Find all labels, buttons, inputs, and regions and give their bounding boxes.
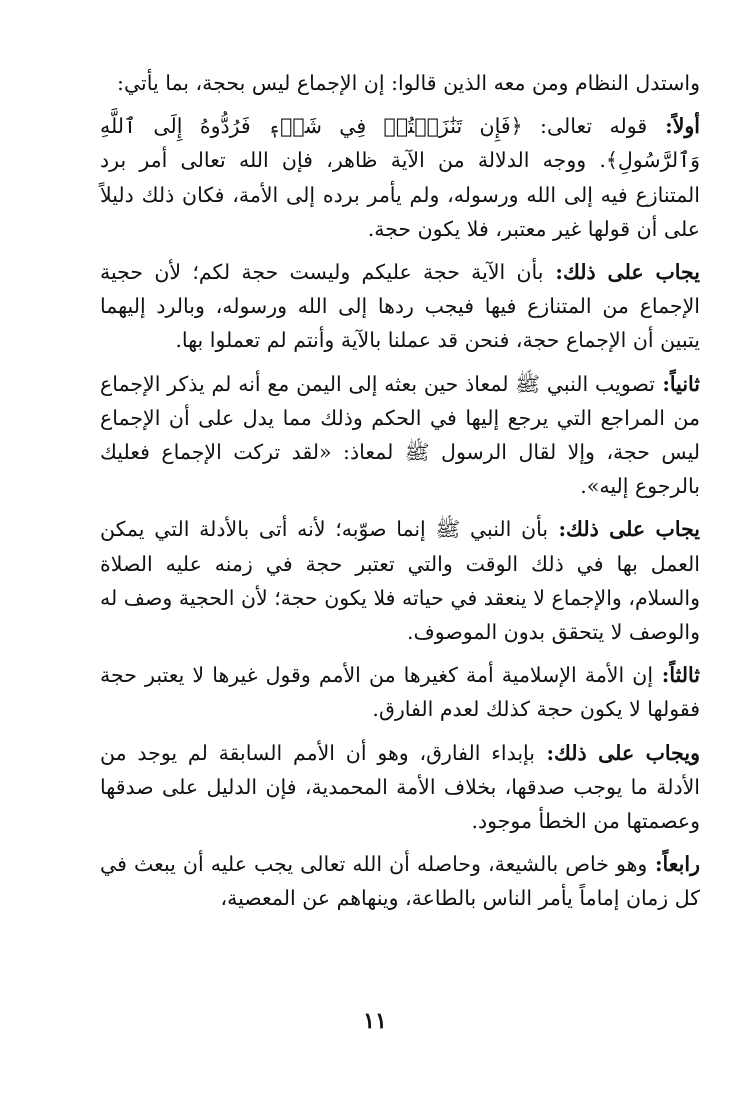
page-number: ١١ xyxy=(363,1008,387,1034)
paragraph-second-argument xyxy=(100,367,700,504)
paragraph-first-argument xyxy=(100,109,700,246)
paragraph-third-argument xyxy=(100,658,700,726)
paragraph-second-reply xyxy=(100,512,700,649)
paragraph-text: تصويب النبي ﷺ لمعاذ حين بعثه إلى اليمن مع أنه لم يذكر الإجماع من المراجع التي يرجع إليها في الحكم وذلك مما يدل على أن الإجماع ليس حجة، وإلا لقال الرسول ﷺ لمعاذ: «لقد تركت الإجماع فعليك بالرجوع إليه». xyxy=(100,371,700,499)
paragraph-lead: ثانياً: xyxy=(654,371,701,396)
paragraph-lead: رابعاً: xyxy=(647,852,700,877)
paragraph-lead: يجاب على ذلك: xyxy=(543,260,700,285)
body-text xyxy=(100,66,700,925)
paragraph-lead: ثالثاً: xyxy=(653,663,700,688)
paragraph-first-reply xyxy=(100,255,700,358)
paragraph-third-reply xyxy=(100,736,700,839)
paragraph-intro xyxy=(100,66,700,100)
paragraph-lead: أولاً: xyxy=(647,114,701,139)
paragraph-text: واستدل النظام ومن معه الذين قالوا: إن الإجماع ليس بحجة، بما يأتي: xyxy=(117,71,700,95)
paragraph-text: إن الأمة الإسلامية أمة كغيرها من الأمم وقول غيرها لا يعتبر حجة فقولها لا يكون حجة كذلك لعدم الفارق. xyxy=(100,663,700,722)
paragraph-text: قوله تعالى: ﴿فَإِن تَنَٰزَعۡتُمۡ فِي شَيۡءٖ فَرُدُّوهُ إِلَى ٱللَّهِ وَٱلرَّسُولِ﴾. ووجه الدلالة من الآية ظاهر، فإن الله تعالى أمر برد المتنازع فيه إلى الله ورسوله، ولم يأمر برده إلى الأمة، فكان ذلك دليلاً على أن قولها غير معتبر، فلا يكون حجة. xyxy=(100,114,700,241)
paragraph-text: بإبداء الفارق، وهو أن الأمم السابقة لم يوجد من الأدلة ما يوجب صدقها، بخلاف الأمة المحمدية، فإن الدليل على صدقها وعصمتها من الخطأ موجود. xyxy=(100,740,700,834)
paragraph-fourth-argument xyxy=(100,847,700,915)
paragraph-text: بأن الآية حجة عليكم وليست حجة لكم؛ لأن حجية الإجماع من المتنازع فيها فيجب ردها إلى الله ورسوله، وبالرد إليهما يتبين أن الإجماع حجة، فنحن قد عملنا بالآية وأنتم لم تعملوا بها. xyxy=(100,260,700,353)
paragraph-text: بأن النبي ﷺ إنما صوّبه؛ لأنه أتى بالأدلة التي يمكن العمل بها في ذلك الوقت والتي تعتبر حجة في زمنه عليه الصلاة والسلام، والإجماع لا ينعقد في حياته فلا يكون حجة؛ لأن الحجية وصف له والوصف لا يتحقق بدون الموصوف. xyxy=(100,517,700,645)
paragraph-text: وهو خاص بالشيعة، وحاصله أن الله تعالى يجب عليه أن يبعث في كل زمان إماماً يأمر الناس بالطاعة، وينهاهم عن المعصية، xyxy=(100,852,700,911)
paragraph-lead: ويجاب على ذلك: xyxy=(535,740,701,765)
paragraph-lead: يجاب على ذلك: xyxy=(548,517,701,542)
